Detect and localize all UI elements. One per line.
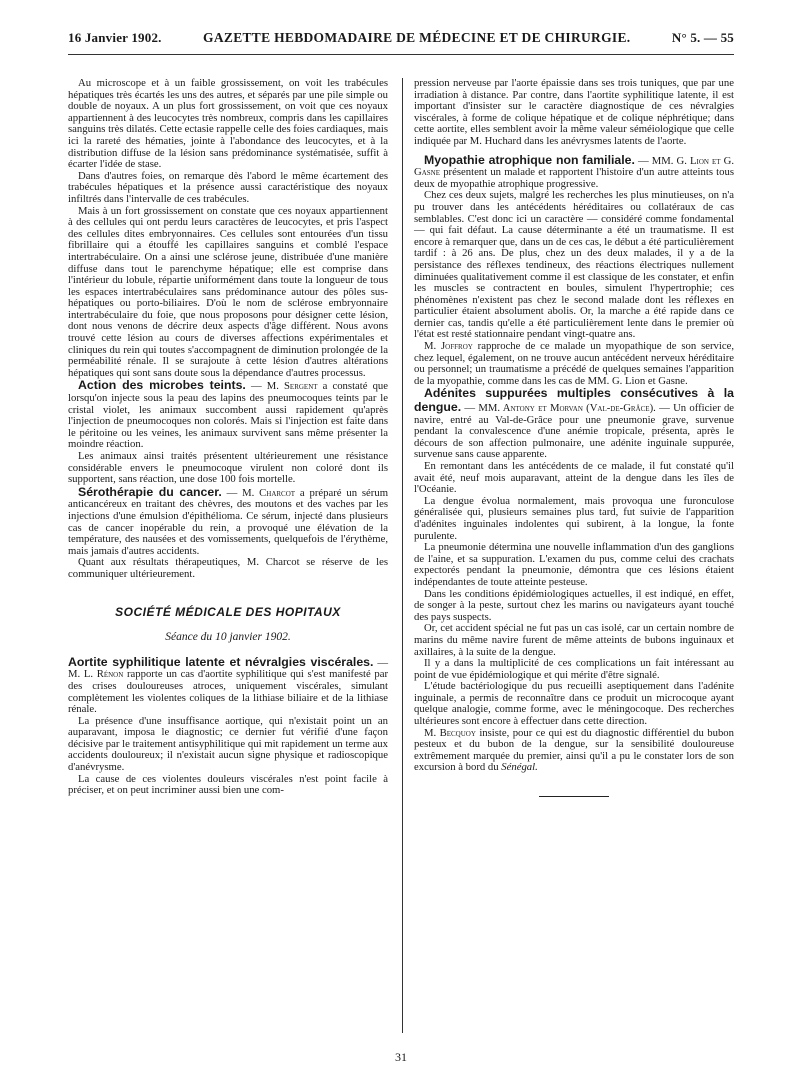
dash: — bbox=[659, 402, 674, 415]
dash: — bbox=[638, 154, 652, 167]
session-date-value: 10 janvier 1902. bbox=[215, 631, 291, 644]
section-title: Myopathie atrophique non familiale. bbox=[424, 152, 635, 167]
section-microbes bbox=[68, 379, 388, 451]
left-column bbox=[68, 78, 388, 1033]
paragraph: Mais à un fort grossissement on constate que ces noyaux appartiennent à des cellules qui ont perdu leurs caractères de leucocytes, et pris l'aspect des cellules dites embryonnaires. Ces cellules sont entourées d'un tissu fibrillaire qui a étouffé les capillaires sanguins et comblé l'espace intertrabéculaire. On a ainsi une sclérose jeune, distribuée d'une manière diffuse dans tout le parenchyme hépatique; elle est comprise dans l'intérieur du lobule, répartie uniformément dans toute la longueur de tous les espaces intertrabéculaires sans prédominance autour des pôles sus-hépatiques ou porto-biliaires. D'où le nom de sclérose embryonnaire intertrabéculaire du foie, que nous proposons pour désigner cette lésion, dont nous venons de décrire deux aspects d'âge différent. Nous avons trouvé cette lésion au cours de diverses affections expérimentales et cliniques du rein qui toutes s'accompagnent de diminution prolongée de la perméabilité rénale. Il se surajoute à cette lésion d'autres altérations hépatiques qui sont sans doute sous la dépendance d'autres processus. bbox=[68, 204, 388, 379]
paragraph: Dans d'autres foies, on remarque dès l'abord le même écartement des trabécules hépatiques et la présence aussi caractéristique des noyaux infiltrés dans l'intervalle de ces trabécules. bbox=[68, 169, 388, 205]
paragraph: La présence d'une insuffisance aortique, qui n'existait point un an auparavant, imposa le diagnostic; ce dernier fut vérifié d'une façon décisive par le traitement antisyphilitique qui mit rapidement un terme aux accidents douloureux; il n'existait aucun signe physique et radioscopique d'anévrysme. bbox=[68, 714, 388, 774]
author: M. Charcot bbox=[242, 486, 296, 499]
section-aortite bbox=[68, 656, 388, 716]
page-number: 31 bbox=[395, 1050, 407, 1064]
paragraph: Or, cet accident spécial ne fut pas un cas isolé, car un certain nombre de marins du même navire furent de même atteints de bubons inguinaux et axillaires, à la suite de la dengue. bbox=[414, 622, 734, 658]
section-title: Action des microbes teints. bbox=[78, 378, 246, 393]
paragraph: La pneumonie détermina une nouvelle inflammation d'un des ganglions de l'aine, et sa suppuration. L'examen du pus, comme celui des crachats expectorés pendant la pneumonie, démontra que ces lésions étaient indépendantes de toute atteinte pesteuse. bbox=[414, 541, 734, 588]
dash: — bbox=[377, 656, 388, 669]
paragraph bbox=[414, 728, 734, 774]
journal-page bbox=[68, 30, 735, 1064]
section-title: Sérothérapie du cancer. bbox=[78, 484, 222, 499]
right-column bbox=[414, 78, 734, 1033]
dash: — bbox=[464, 402, 479, 415]
paragraph: La cause de ces violentes douleurs viscérales n'est point facile à préciser, et on peut incriminer aussi bien une com- bbox=[68, 772, 388, 797]
paragraph: présentent un malade et rapportent l'histoire d'un autre atteints tous deux de myopathie atrophique progressive. bbox=[414, 166, 734, 190]
paragraph: Dans les conditions épidémiologiques actuelles, il est indiqué, en effet, de songer à la peste, surtout chez les marins ou navigateurs ayant touché des pays suspects. bbox=[414, 587, 734, 623]
paragraph: En remontant dans les antécédents de ce malade, il fut constaté qu'il avait été, neuf mois auparavant, atteint de la dengue dans les îles de l'Océanie. bbox=[414, 460, 734, 496]
paragraph bbox=[414, 341, 734, 387]
dash: — bbox=[226, 486, 243, 499]
paragraph: Un officier de navire, entré au Val-de-Grâce pour une pneumonie grave, survenue pendant la convalescence d'une anémie tropicale, présenta, après le décours de son affection pulmonaire, une adénite inguinale suppurée, survenue sans cause apparente. bbox=[414, 402, 735, 461]
paragraph: Quant aux résultats thérapeutiques, M. Charcot se réserve de les communiquer ultérieurement. bbox=[68, 556, 388, 580]
section-title: Adénites suppurées multiples consécutives à la dengue. bbox=[414, 386, 734, 415]
paragraph: a constaté que lorsqu'on injecte sous la peau des lapins des pneumocoques teints par le cristal violet, les animaux succombent aussi rapidement qu'après l'injection de pneumocoques non colorés. Mais si l'injection est faite dans le péritoine ou les veines, les animaux survivent sans même présenter la moindre réaction. bbox=[68, 380, 389, 451]
author: M. Sergent bbox=[266, 380, 318, 393]
paragraph: La dengue évolua normalement, mais provoqua une furonculose généralisée qui, plusieurs semaines plus tard, fut suivie de l'apparition d'adénites inguinales indolentes qui subirent, à la longue, la fonte purulente. bbox=[414, 494, 734, 542]
paragraph: Il y a dans la multiplicité de ces complications un fait intéressant au point de vue épidémiologique et qui mérite d'être signalé. bbox=[414, 657, 734, 681]
ship-name: Sénégal. bbox=[501, 761, 538, 774]
society-heading: SOCIÉTÉ MÉDICALE DES HOPITAUX bbox=[115, 604, 341, 619]
paragraph: Chez ces deux sujets, malgré les recherches les plus minutieuses, on n'a pu trouver dans les antécédents héréditaires ou collatéraux de cas semblables. C'est donc ici un caractère — considéré comme fondamental — qui fait défaut. La cause déterminante a été un traumatisme. Il est encore à remarquer que, dans un de ces cas, le début a été particulièrement tardif : à 26 ans. De plus, chez un des deux malades, il y a de la persistance des réflexes tendineux, des réactions électriques nullement diminuées qualitativement comme il est classique de les constater, et enfin les muscles se contractent en boules, simulent l'hypertrophie; ces phénomènes n'existent pas chez le second malade dont les réflexes en particulier étaient absolument abolis. Or, la marche a été rapide dans ce dernier cas, tandis qu'elle a été particulièrement lente dans le premier où l'état est resté stationnaire pendant vingt-quatre ans. bbox=[414, 189, 734, 341]
session-label: Séance du bbox=[165, 631, 213, 644]
section-serotherapie bbox=[68, 486, 388, 558]
paragraph-text: insiste, pour ce qui est du diagnostic différentiel du bubon pesteux et du bubon de la dengue, sur la sensibilité douloureuse extrêmement marquée du premier, ainsi qu'il a pu le constater lors de son excursion à bord du bbox=[414, 726, 734, 774]
section-adenites bbox=[414, 387, 734, 461]
issue-number: N° 5. — 55 bbox=[671, 30, 734, 45]
paragraph: rapporte un cas d'aortite syphilitique qui s'est manifesté par des crises douloureuses atroces, uniquement viscérales, simulant complètement les violentes coliques de la lithiase biliaire et de la lithiase rénale. bbox=[68, 668, 389, 716]
paragraph-text: rapproche de ce malade un myopathique de son service, chez lequel, également, on ne trouve aucun antécédent nerveux héréditaire ou personnel; un traumatisme a précédé de quelques semaines l'apparition de la myopathie, comme dans les cas de MM. G. Lion et Gasne. bbox=[414, 340, 734, 387]
author: M. L. Rénon bbox=[68, 668, 124, 681]
author: MM. Antony et Morvan (Val-de-Grâce). bbox=[478, 402, 656, 415]
paragraph: pression nerveuse par l'aorte épaissie dans ses trois tuniques, que par une irradiation à distance. Par contre, dans l'aortite syphilitique latente, il est important d'insister sur le caractère diagnostique de ces névralgies viscérales, à forme de colique hépatique et de colique néphrétique; dans cette aortite, elles semblent avoir la même valeur séméiologique que celle indiquée par M. Huchard dans les anévrysmes latents de l'aorte. bbox=[414, 77, 734, 147]
running-head bbox=[68, 30, 734, 55]
issue-date: 16 Janvier 1902. bbox=[68, 30, 162, 45]
text-columns bbox=[68, 78, 734, 1033]
journal-title: GAZETTE HEBDOMADAIRE DE MÉDECINE ET DE CHIRURGIE. bbox=[203, 30, 631, 45]
author: M. Becquoy bbox=[424, 726, 476, 739]
session-date bbox=[68, 632, 388, 644]
paragraph: a préparé un sérum anticancéreux en traitant des chèvres, des moutons et des vaches par les injections d'une émulsion d'épithélioma. Ce sérum, injecté dans plusieurs cas de cancer inopérable du rein, a provoqué une élévation de la température, des nausées et des vomissements, quelquefois de l'érythème, mais jamais d'autres accidents. bbox=[68, 486, 389, 557]
paragraph: L'étude bactériologique du pus recueilli aseptiquement dans l'adénite inguinale, a permis de reconnaître dans ce produit un microcoque ayant quelque analogie, comme forme, avec le méningocoque. Des recherches ultérieures sont encore à effectuer dans cette direction. bbox=[414, 680, 734, 728]
paragraph: Au microscope et à un faible grossissement, on voit les trabécules hépatiques très écartés les uns des autres, et séparés par une pile simple ou double de noyaux. A un plus fort grossissement, on voit que ces noyaux appartiennent à des leucocytes très nombreux, compris dans les capillaires sanguins très dilatés. Cette ectasie rappelle celle des foies cardiaques, mais ici la rareté des hématies, jointe à l'abondance des leucocytes, et à la distribution diffuse de la lésion sans prédominance systématisée, suffit à écarter l'idée de stase. bbox=[68, 77, 388, 171]
column-divider bbox=[402, 78, 403, 1033]
section-title: Aortite syphilitique latente et névralgies viscérales. bbox=[68, 654, 374, 669]
author: M. Joffroy bbox=[424, 340, 473, 353]
author: MM. G. Lion et G. Gasne bbox=[414, 154, 735, 179]
end-rule bbox=[539, 796, 609, 797]
dash: — bbox=[250, 380, 267, 393]
section-myopathie bbox=[414, 154, 734, 191]
paragraph: Les animaux ainsi traités présentent ultérieurement une résistance considérable envers le pneumocoque virulent non coloré dont ils supportent, sans réaction, une dose 100 fois mortelle. bbox=[68, 450, 388, 486]
